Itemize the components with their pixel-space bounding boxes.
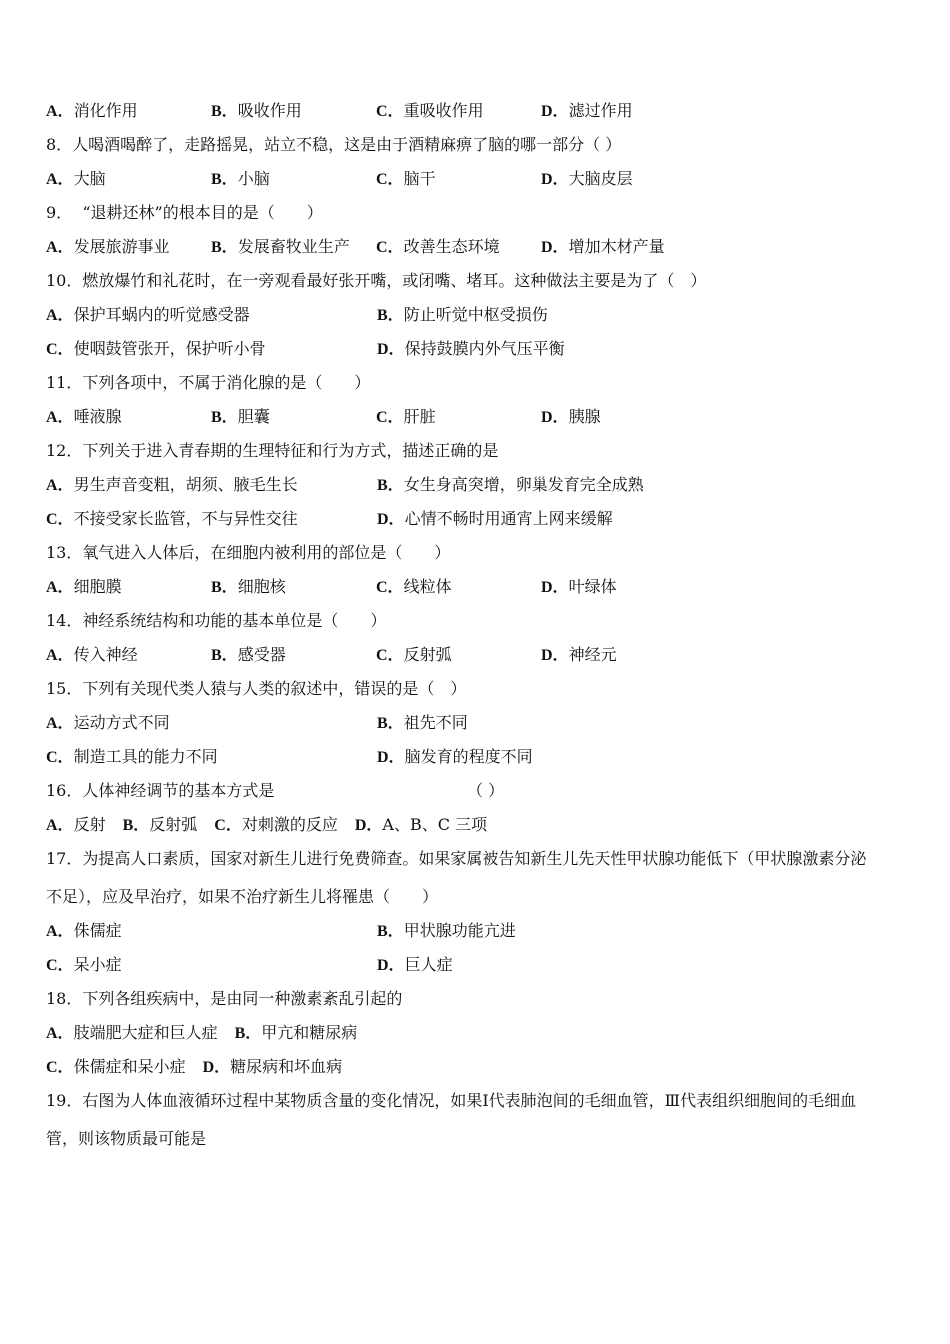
option-b <box>211 570 376 605</box>
option-label: A． <box>46 1025 74 1042</box>
option-label: D． <box>377 341 405 358</box>
option-text: 胆囊 <box>237 407 270 426</box>
q17-options-ab <box>46 914 950 948</box>
option-d <box>377 332 708 367</box>
option-label: A． <box>46 817 74 834</box>
q15-options-cd <box>46 740 950 774</box>
option-text: 胰腺 <box>568 407 601 426</box>
option-text: 脑发育的程度不同 <box>404 747 533 766</box>
q12-stem: 12．下列关于进入青春期的生理特征和行为方式，描述正确的是 <box>46 441 499 460</box>
option-d <box>541 94 706 129</box>
option-b <box>123 808 198 843</box>
q8-stem: 8．人喝酒喝醉了，走路摇晃，站立不稳，这是由于酒精麻痹了脑的哪一部分（ ） <box>46 135 622 154</box>
option-text: 保持鼓膜内外气压平衡 <box>404 339 565 358</box>
option-text: 滤过作用 <box>568 101 633 120</box>
option-text: 制造工具的能力不同 <box>73 747 218 766</box>
option-text: 肝脏 <box>403 407 436 426</box>
q17-options-cd <box>46 948 950 982</box>
option-label: D． <box>541 579 569 596</box>
option-c <box>46 1050 186 1085</box>
option-a <box>46 400 211 435</box>
option-text: 肢端肥大症和巨人症 <box>73 1023 218 1042</box>
option-a <box>46 298 377 333</box>
q12-options-ab <box>46 468 950 502</box>
option-label: D． <box>541 239 569 256</box>
option-text: 反射 <box>73 815 106 834</box>
q15-stem: 15．下列有关现代类人猿与人类的叙述中，错误的是（ ） <box>46 679 467 698</box>
option-text: 细胞膜 <box>73 577 122 596</box>
option-label: A． <box>46 477 74 494</box>
option-label: A． <box>46 923 74 940</box>
option-c <box>376 162 541 197</box>
option-label: B． <box>211 239 238 256</box>
option-label: B． <box>211 579 238 596</box>
option-d <box>377 948 708 983</box>
option-label: D． <box>541 647 569 664</box>
option-c <box>46 332 377 367</box>
option-label: A． <box>46 579 74 596</box>
option-a <box>46 468 377 503</box>
option-text: 小脑 <box>237 169 270 188</box>
option-label: C． <box>376 239 404 256</box>
option-text: 消化作用 <box>73 101 138 120</box>
option-b <box>211 230 376 265</box>
option-text: 侏儒症和呆小症 <box>73 1057 186 1076</box>
q14-options <box>46 638 950 672</box>
option-d <box>203 1050 343 1085</box>
q15-options-ab <box>46 706 950 740</box>
q8-options <box>46 162 950 196</box>
option-text: 吸收作用 <box>237 101 302 120</box>
option-label: D． <box>377 749 405 766</box>
option-a <box>46 706 377 741</box>
option-b <box>377 468 708 503</box>
q16-options <box>46 808 950 842</box>
option-b <box>377 914 708 949</box>
option-d <box>377 740 708 775</box>
option-c <box>46 502 377 537</box>
option-text: 糖尿病和坏血病 <box>230 1057 343 1076</box>
option-label: D． <box>541 409 569 426</box>
option-label: C． <box>376 579 404 596</box>
option-b <box>235 1016 358 1051</box>
option-label: B． <box>377 715 404 732</box>
q16-stem-line <box>46 774 950 808</box>
option-a <box>46 94 211 129</box>
option-a <box>46 162 211 197</box>
q19-stem-line-1: 19．右图为人体血液循环过程中某物质含量的变化情况，如果Ⅰ代表肺泡间的毛细血管，Ⅲ代表组织细胞间的毛细血 <box>46 1091 857 1110</box>
option-text: 巨人症 <box>404 955 453 974</box>
option-c <box>376 230 541 265</box>
q18-options-cd <box>46 1050 950 1084</box>
option-label: D． <box>202 1059 231 1076</box>
option-text: 大脑皮层 <box>568 169 633 188</box>
option-label: C． <box>376 171 404 188</box>
option-d <box>355 808 487 843</box>
q17-stem-line-2: 不足），应及早治疗，如果不治疗新生儿将罹患（ ） <box>46 887 439 906</box>
option-text: 唾液腺 <box>73 407 122 426</box>
option-text: 线粒体 <box>403 577 452 596</box>
q11-options <box>46 400 950 434</box>
option-label: A． <box>46 307 74 324</box>
option-label: D． <box>377 957 405 974</box>
option-text: 呆小症 <box>73 955 122 974</box>
option-text: 防止听觉中枢受损伤 <box>403 305 548 324</box>
option-label: C． <box>46 957 74 974</box>
option-label: C． <box>46 511 74 528</box>
option-text: 男生声音变粗，胡须、腋毛生长 <box>73 475 298 494</box>
q11-stem: 11．下列各项中，不属于消化腺的是（ ） <box>46 373 371 392</box>
option-label: A． <box>46 171 74 188</box>
option-label: C． <box>46 341 74 358</box>
option-text: 不接受家长监管，不与异性交往 <box>73 509 298 528</box>
q16-answer-blank: （ ） <box>467 781 505 800</box>
option-d <box>541 400 706 435</box>
option-text: 发展旅游事业 <box>73 237 170 256</box>
option-label: D． <box>541 103 569 120</box>
option-text: 神经元 <box>568 645 617 664</box>
option-label: B． <box>211 103 238 120</box>
q14-stem: 14．神经系统结构和功能的基本单位是（ ） <box>46 611 387 630</box>
option-text: 传入神经 <box>73 645 138 664</box>
option-text: 使咽鼓管张开，保护听小骨 <box>73 339 266 358</box>
option-text: 甲状腺功能亢进 <box>403 921 516 940</box>
option-a <box>46 1016 218 1051</box>
option-a <box>46 808 106 843</box>
option-label: B． <box>234 1025 262 1042</box>
option-a <box>46 914 377 949</box>
option-label: B． <box>377 923 404 940</box>
option-label: C． <box>376 409 404 426</box>
option-label: C． <box>376 103 404 120</box>
option-label: B． <box>377 307 404 324</box>
option-label: C． <box>214 817 242 834</box>
option-c <box>46 740 377 775</box>
option-label: B． <box>122 817 150 834</box>
option-b <box>211 94 376 129</box>
q12-options-cd <box>46 502 950 536</box>
option-label: A． <box>46 715 74 732</box>
option-b <box>377 298 708 333</box>
option-text: A、B、C 三项 <box>382 815 488 834</box>
option-text: 发展畜牧业生产 <box>237 237 350 256</box>
option-text: 叶绿体 <box>568 577 617 596</box>
option-d <box>377 502 708 537</box>
option-label: B． <box>377 477 404 494</box>
option-c <box>376 94 541 129</box>
q13-options <box>46 570 950 604</box>
option-a <box>46 230 211 265</box>
option-text: 心情不畅时用通宵上网来缓解 <box>404 509 613 528</box>
option-text: 大脑 <box>73 169 106 188</box>
option-b <box>211 162 376 197</box>
q16-stem: 16．人体神经调节的基本方式是 <box>46 781 275 800</box>
option-text: 反射弧 <box>403 645 452 664</box>
option-text: 对刺激的反应 <box>241 815 338 834</box>
option-text: 反射弧 <box>149 815 198 834</box>
option-label: D． <box>541 171 569 188</box>
option-label: A． <box>46 103 74 120</box>
option-a <box>46 638 211 673</box>
option-d <box>541 230 706 265</box>
option-c <box>376 638 541 673</box>
q18-options-ab <box>46 1016 950 1050</box>
option-label: A． <box>46 239 74 256</box>
q10-stem: 10．燃放爆竹和礼花时，在一旁观看最好张开嘴，或闭嘴、堵耳。这种做法主要是为了（ ） <box>46 271 707 290</box>
option-label: A． <box>46 647 74 664</box>
q10-options-ab <box>46 298 950 332</box>
option-text: 感受器 <box>237 645 286 664</box>
option-d <box>541 162 706 197</box>
option-text: 细胞核 <box>237 577 286 596</box>
option-label: D． <box>377 511 405 528</box>
q10-options-cd <box>46 332 950 366</box>
option-text: 增加木材产量 <box>568 237 665 256</box>
q18-stem: 18．下列各组疾病中，是由同一种激素紊乱引起的 <box>46 989 403 1008</box>
option-text: 侏儒症 <box>73 921 122 940</box>
option-label: B． <box>211 647 238 664</box>
option-label: B． <box>211 171 238 188</box>
q9-stem: 9． “退耕还林”的根本目的是（ ） <box>46 203 323 222</box>
option-label: C． <box>46 749 74 766</box>
option-label: A． <box>46 409 74 426</box>
option-text: 脑干 <box>403 169 436 188</box>
option-text: 祖先不同 <box>403 713 468 732</box>
option-b <box>377 706 708 741</box>
option-label: B． <box>211 409 238 426</box>
option-d <box>541 638 706 673</box>
option-label: C． <box>46 1059 74 1076</box>
option-c <box>376 570 541 605</box>
option-text: 保护耳蜗内的听觉感受器 <box>73 305 250 324</box>
option-label: D． <box>354 817 383 834</box>
q13-stem: 13．氧气进入人体后，在细胞内被利用的部位是（ ） <box>46 543 451 562</box>
option-text: 甲亢和糖尿病 <box>261 1023 358 1042</box>
option-b <box>211 638 376 673</box>
option-c <box>376 400 541 435</box>
option-d <box>541 570 706 605</box>
option-text: 重吸收作用 <box>403 101 484 120</box>
option-c <box>46 948 377 983</box>
option-label: C． <box>376 647 404 664</box>
option-text: 改善生态环境 <box>403 237 500 256</box>
option-c <box>214 808 338 843</box>
q19-stem-line-2: 管，则该物质最可能是 <box>46 1129 207 1148</box>
option-text: 运动方式不同 <box>73 713 170 732</box>
q17-stem-line-1: 17．为提高人口素质，国家对新生儿进行免费筛查。如果家属被告知新生儿先天性甲状腺功能低下（甲状腺激素分泌 <box>46 849 867 868</box>
option-text: 女生身高突增，卵巢发育完全成熟 <box>403 475 644 494</box>
q9-options <box>46 230 950 264</box>
option-b <box>211 400 376 435</box>
option-a <box>46 570 211 605</box>
q7-options <box>46 94 950 128</box>
